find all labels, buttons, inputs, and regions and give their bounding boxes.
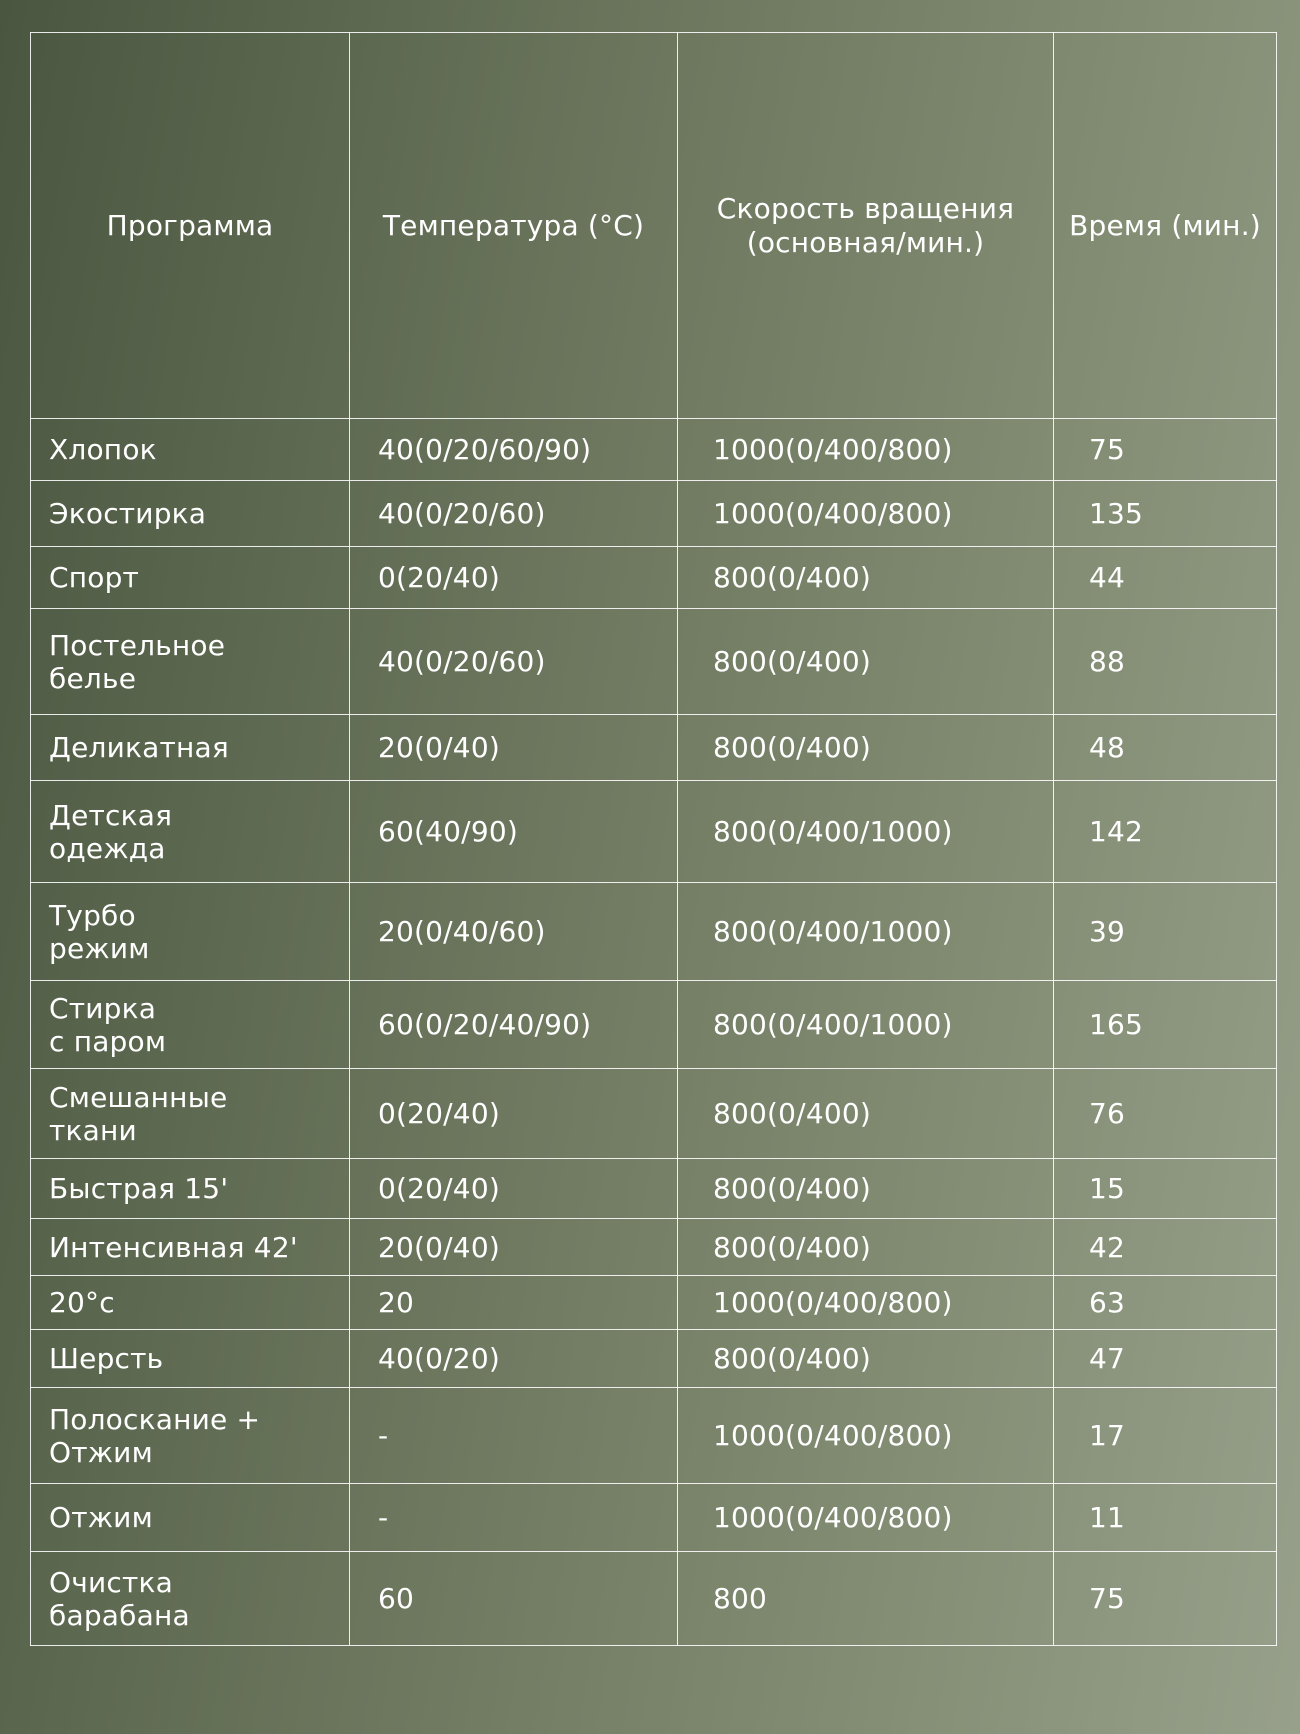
- spin-speed-cell: [678, 715, 1054, 781]
- time-cell-text: 17: [1089, 1419, 1126, 1452]
- program-cell: [31, 1159, 350, 1219]
- header-temperature: Температура (°C): [350, 33, 678, 419]
- spin-speed-cell: [678, 481, 1054, 547]
- time-cell: [1054, 981, 1277, 1069]
- spin-speed-cell: [678, 547, 1054, 609]
- program-cell-text: Отжим: [49, 1501, 153, 1534]
- header-time: Время (мин.): [1054, 33, 1277, 419]
- spin-speed-cell-text: 800(0/400/1000): [713, 815, 953, 848]
- program-cell-text: Турбо режим: [49, 898, 150, 965]
- time-cell: [1054, 715, 1277, 781]
- temperature-cell: [350, 609, 678, 715]
- program-cell-text: Деликатная: [49, 731, 229, 764]
- temperature-cell-text: 60(40/90): [378, 815, 518, 848]
- time-cell: [1054, 883, 1277, 981]
- spin-speed-cell: [678, 1388, 1054, 1484]
- time-cell: [1054, 1330, 1277, 1388]
- time-cell: [1054, 1219, 1277, 1276]
- table-row: [31, 547, 1277, 609]
- spin-speed-cell: [678, 1276, 1054, 1330]
- temperature-cell: [350, 1276, 678, 1330]
- spin-speed-cell: [678, 1330, 1054, 1388]
- temperature-cell: [350, 1159, 678, 1219]
- table-row: [31, 1276, 1277, 1330]
- spin-speed-cell-text: 800(0/400): [713, 561, 871, 594]
- time-cell: [1054, 419, 1277, 481]
- spin-speed-cell-text: 800(0/400): [713, 645, 871, 678]
- time-cell-text: 63: [1089, 1286, 1126, 1319]
- time-cell-text: 75: [1089, 433, 1126, 466]
- program-cell-text: Стирка с паром: [49, 991, 167, 1058]
- spin-speed-cell: [678, 1219, 1054, 1276]
- program-cell-text: 20°c: [49, 1286, 115, 1319]
- program-cell: [31, 715, 350, 781]
- header-program: Программа: [31, 33, 350, 419]
- spin-speed-cell-text: 1000(0/400/800): [713, 1501, 953, 1534]
- program-cell-text: Интенсивная 42': [49, 1230, 298, 1264]
- program-cell: [31, 1219, 350, 1276]
- spin-speed-cell-text: 1000(0/400/800): [713, 497, 953, 530]
- temperature-cell-text: -: [378, 1419, 389, 1452]
- temperature-cell: [350, 1069, 678, 1159]
- temperature-cell-text: 20(0/40): [378, 1230, 500, 1264]
- temperature-cell: [350, 883, 678, 981]
- time-cell-text: 44: [1089, 561, 1126, 594]
- program-cell-text: Спорт: [49, 561, 140, 594]
- temperature-cell: [350, 1388, 678, 1484]
- spin-speed-cell-text: 800(0/400): [713, 1172, 871, 1205]
- temperature-cell-text: 20(0/40): [378, 731, 500, 764]
- spin-speed-cell-text: 800(0/400/1000): [713, 915, 953, 948]
- time-cell-text: 75: [1089, 1582, 1126, 1615]
- time-cell-text: 165: [1089, 1008, 1144, 1041]
- program-cell-text: Постельное белье: [49, 628, 226, 695]
- temperature-cell-text: 40(0/20): [378, 1342, 500, 1375]
- spin-speed-cell-text: 1000(0/400/800): [713, 1419, 953, 1452]
- spin-speed-cell-text: 1000(0/400/800): [713, 433, 953, 466]
- program-cell: [31, 1388, 350, 1484]
- temperature-cell-text: 0(20/40): [378, 1097, 500, 1130]
- spin-speed-cell-text: 1000(0/400/800): [713, 1286, 953, 1319]
- time-cell: [1054, 1484, 1277, 1552]
- time-cell-text: 76: [1089, 1097, 1126, 1130]
- temperature-cell-text: -: [378, 1501, 389, 1534]
- program-cell: [31, 419, 350, 481]
- program-cell: [31, 1484, 350, 1552]
- time-cell-text: 48: [1089, 731, 1126, 764]
- time-cell: [1054, 781, 1277, 883]
- table-row: [31, 1388, 1277, 1484]
- spin-speed-cell-text: 800(0/400): [713, 1097, 871, 1130]
- program-cell: [31, 981, 350, 1069]
- table-row: [31, 1069, 1277, 1159]
- spin-speed-cell: [678, 1159, 1054, 1219]
- time-cell-text: 135: [1089, 497, 1144, 530]
- temperature-cell-text: 40(0/20/60): [378, 645, 546, 678]
- table-row: [31, 981, 1277, 1069]
- spin-speed-cell: [678, 419, 1054, 481]
- temperature-cell: [350, 419, 678, 481]
- spin-speed-cell: [678, 609, 1054, 715]
- temperature-cell: [350, 1219, 678, 1276]
- spin-speed-cell-text: 800(0/400): [713, 1230, 871, 1264]
- table-row: [31, 1219, 1277, 1276]
- program-cell: [31, 481, 350, 547]
- table-row: [31, 1330, 1277, 1388]
- program-cell-text: Экостирка: [49, 497, 207, 530]
- spin-speed-cell: [678, 1484, 1054, 1552]
- time-cell: [1054, 1552, 1277, 1646]
- time-cell: [1054, 481, 1277, 547]
- temperature-cell: [350, 981, 678, 1069]
- temperature-cell-text: 20(0/40/60): [378, 915, 546, 948]
- spin-speed-cell: [678, 781, 1054, 883]
- programs-table-container: [30, 32, 1276, 1646]
- program-cell-text: Очистка барабана: [49, 1565, 190, 1632]
- temperature-cell: [350, 1330, 678, 1388]
- temperature-cell: [350, 1484, 678, 1552]
- spin-speed-cell-text: 800(0/400): [713, 1342, 871, 1375]
- program-cell: [31, 1069, 350, 1159]
- table-row: [31, 883, 1277, 981]
- table-row: [31, 781, 1277, 883]
- header-spin-speed: Скорость вращения (основная/мин.): [678, 33, 1054, 419]
- table-header-row: [31, 33, 1277, 419]
- spin-speed-cell: [678, 1552, 1054, 1646]
- spin-speed-cell: [678, 1069, 1054, 1159]
- spin-speed-cell: [678, 981, 1054, 1069]
- program-cell: [31, 883, 350, 981]
- time-cell: [1054, 1388, 1277, 1484]
- time-cell-text: 47: [1089, 1342, 1126, 1375]
- table-row: [31, 609, 1277, 715]
- table-row: [31, 1484, 1277, 1552]
- temperature-cell-text: 60(0/20/40/90): [378, 1008, 592, 1041]
- program-cell: [31, 609, 350, 715]
- program-cell: [31, 547, 350, 609]
- program-cell: [31, 1276, 350, 1330]
- time-cell: [1054, 609, 1277, 715]
- table-row: [31, 481, 1277, 547]
- temperature-cell-text: 20: [378, 1286, 415, 1319]
- temperature-cell-text: 0(20/40): [378, 1172, 500, 1205]
- table-row: [31, 715, 1277, 781]
- spin-speed-cell: [678, 883, 1054, 981]
- temperature-cell: [350, 781, 678, 883]
- temperature-cell: [350, 715, 678, 781]
- temperature-cell: [350, 547, 678, 609]
- spin-speed-cell-text: 800(0/400/1000): [713, 1008, 953, 1041]
- time-cell-text: 88: [1089, 645, 1126, 678]
- time-cell-text: 39: [1089, 915, 1126, 948]
- time-cell: [1054, 1276, 1277, 1330]
- program-cell-text: Смешанные ткани: [49, 1080, 228, 1147]
- table-row: [31, 1159, 1277, 1219]
- program-cell: [31, 1552, 350, 1646]
- program-cell-text: Хлопок: [49, 433, 157, 466]
- temperature-cell-text: 40(0/20/60/90): [378, 433, 592, 466]
- time-cell-text: 142: [1089, 815, 1144, 848]
- program-cell: [31, 781, 350, 883]
- time-cell: [1054, 547, 1277, 609]
- program-cell: [31, 1330, 350, 1388]
- program-cell-text: Быстрая 15': [49, 1172, 229, 1205]
- time-cell-text: 42: [1089, 1230, 1126, 1264]
- washing-programs-table: [30, 32, 1277, 1646]
- temperature-cell: [350, 1552, 678, 1646]
- temperature-cell-text: 60: [378, 1582, 415, 1615]
- temperature-cell-text: 0(20/40): [378, 561, 500, 594]
- temperature-cell: [350, 481, 678, 547]
- table-row: [31, 1552, 1277, 1646]
- temperature-cell-text: 40(0/20/60): [378, 497, 546, 530]
- time-cell: [1054, 1159, 1277, 1219]
- time-cell-text: 15: [1089, 1172, 1126, 1205]
- spin-speed-cell-text: 800: [713, 1582, 768, 1615]
- table-row: [31, 419, 1277, 481]
- program-cell-text: Детская одежда: [49, 798, 173, 865]
- program-cell-text: Шерсть: [49, 1342, 164, 1375]
- spin-speed-cell-text: 800(0/400): [713, 731, 871, 764]
- time-cell: [1054, 1069, 1277, 1159]
- table-body: [31, 419, 1277, 1646]
- time-cell-text: 11: [1089, 1501, 1126, 1534]
- program-cell-text: Полоскание + Отжим: [49, 1402, 261, 1469]
